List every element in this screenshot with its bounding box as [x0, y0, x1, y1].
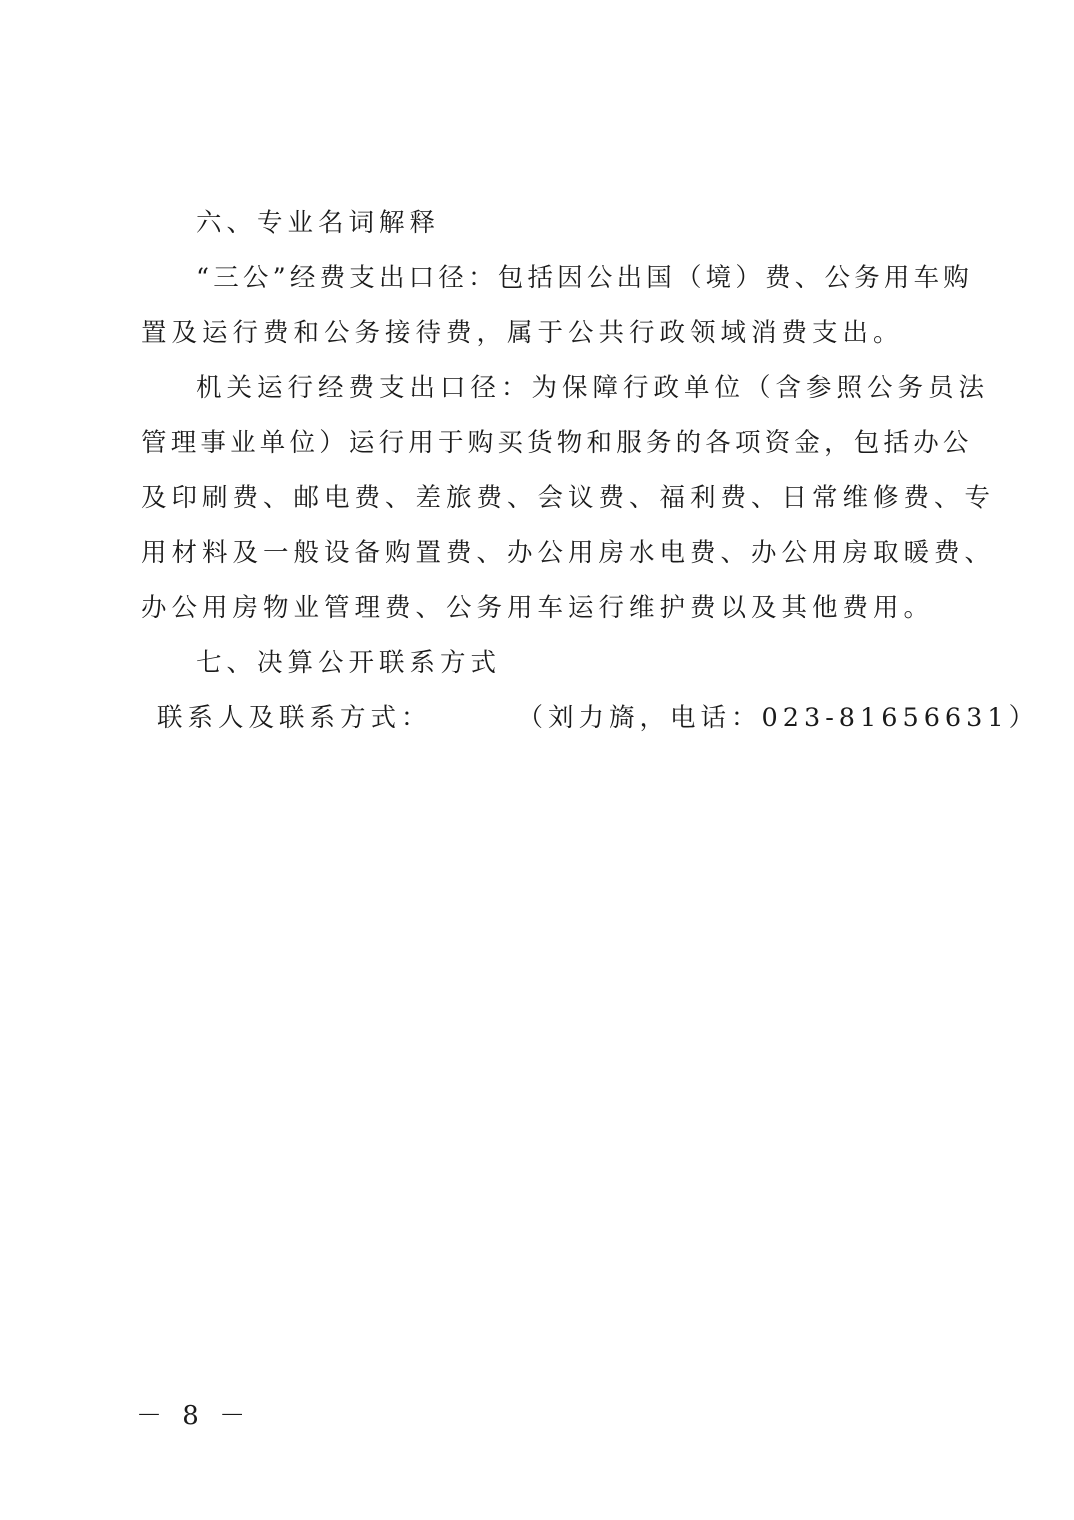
operating-expense-definition-line-3: 及印刷费、邮电费、差旅费、会议费、福利费、日常维修费、专: [141, 483, 996, 513]
section-6-heading: 六、专业名词解释: [196, 208, 441, 238]
contact-label: 联系人及联系方式：: [157, 703, 432, 733]
operating-expense-definition-line-2: 管理事业单位）运行用于购买货物和服务的各项资金，包括办公: [141, 428, 973, 458]
operating-expense-definition-line-5: 办公用房物业管理费、公务用车运行维护费以及其他费用。: [141, 593, 935, 623]
contact-line: [157, 701, 1040, 735]
operating-expense-definition-line-4: 用材料及一般设备购置费、办公用房水电费、办公用房取暖费、: [141, 538, 996, 568]
sangong-definition-line-2: 置及运行费和公务接待费，属于公共行政领域消费支出。: [141, 318, 904, 348]
sangong-definition-line-1: “三公”经费支出口径：包括因公出国（境）费、公务用车购: [196, 263, 973, 293]
operating-expense-definition-line-1: 机关运行经费支出口径：为保障行政单位（含参照公务员法: [196, 373, 990, 403]
contact-value: （刘力旖，电话：023-81656631）: [517, 703, 1040, 733]
section-7-heading: 七、决算公开联系方式: [196, 648, 502, 678]
page-number: － 8 －: [136, 1401, 252, 1431]
